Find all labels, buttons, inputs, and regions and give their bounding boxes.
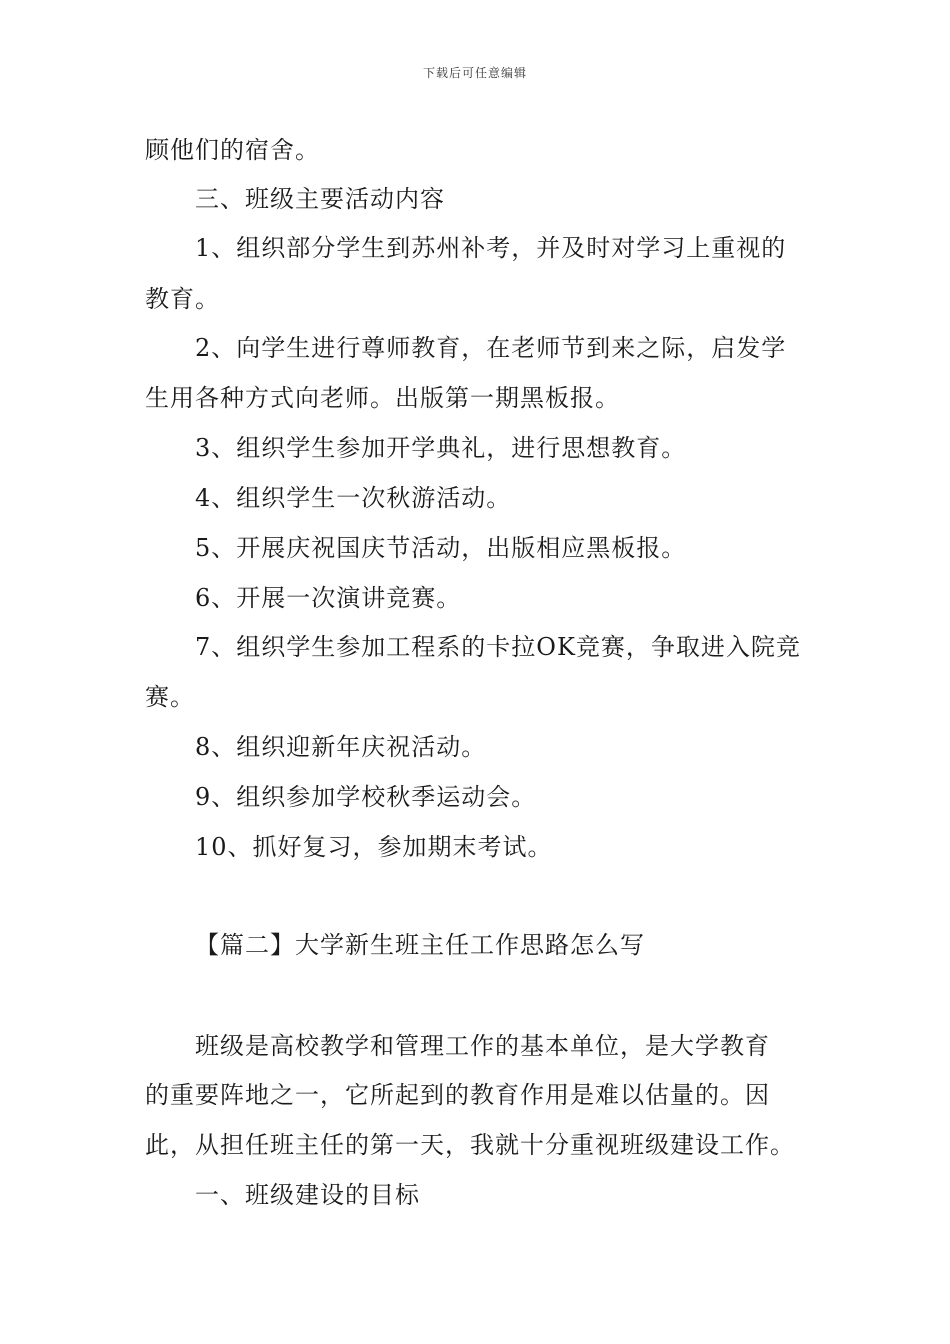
paragraph-line: 班级是高校教学和管理工作的基本单位，是大学教育 (195, 1032, 770, 1060)
paragraph-line: 此，从担任班主任的第一天，我就十分重视班级建设工作。 (145, 1131, 795, 1159)
paragraph-line: 顾他们的宿舍。 (145, 136, 320, 164)
list-item: 10、抓好复习，参加期末考试。 (195, 833, 553, 861)
list-item-continuation: 赛。 (145, 683, 195, 711)
list-item: 1、组织部分学生到苏州补考，并及时对学习上重视的 (195, 234, 787, 262)
list-item-continuation: 生用各种方式向老师。出版第一期黑板报。 (145, 384, 620, 412)
list-item: 5、开展庆祝国庆节活动，出版相应黑板报。 (195, 534, 687, 562)
list-item: 3、组织学生参加开学典礼，进行思想教育。 (195, 434, 687, 462)
list-item-continuation: 教育。 (145, 285, 220, 313)
list-item: 6、开展一次演讲竞赛。 (195, 584, 462, 612)
list-item: 4、组织学生一次秋游活动。 (195, 484, 512, 512)
list-item: 8、组织迎新年庆祝活动。 (195, 733, 487, 761)
paragraph-line: 的重要阵地之一，它所起到的教育作用是难以估量的。因 (145, 1081, 770, 1109)
list-item: 2、向学生进行尊师教育，在老师节到来之际，启发学 (195, 334, 787, 362)
list-item: 7、组织学生参加工程系的卡拉OK竞赛，争取进入院竞 (195, 633, 801, 661)
list-item: 9、组织参加学校秋季运动会。 (195, 783, 537, 811)
article-title: 【篇二】大学新生班主任工作思路怎么写 (195, 931, 645, 959)
page-header: 下载后可任意编辑 (422, 66, 527, 80)
section-heading: 三、班级主要活动内容 (195, 185, 445, 213)
section-heading: 一、班级建设的目标 (195, 1181, 420, 1209)
